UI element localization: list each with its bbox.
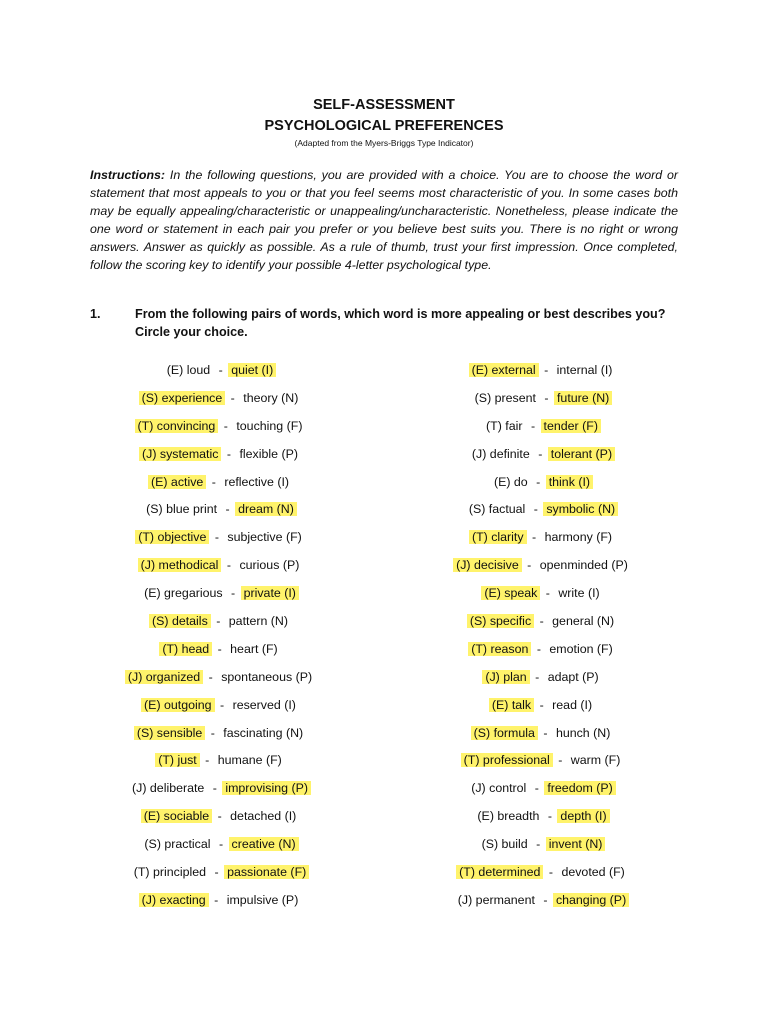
- word-option-selected[interactable]: tender (F): [541, 419, 601, 433]
- word-pair: [70, 555, 370, 583]
- word-option-selected[interactable]: (J) systematic: [139, 447, 221, 461]
- pair-separator: -: [536, 614, 548, 629]
- word-option[interactable]: (E) loud: [166, 363, 211, 377]
- word-option[interactable]: pattern (N): [228, 614, 288, 629]
- word-pair: [392, 527, 692, 555]
- pair-separator: -: [545, 865, 557, 880]
- word-option-selected[interactable]: depth (I): [557, 809, 609, 823]
- pair-separator: -: [534, 446, 546, 461]
- word-option[interactable]: (S) present: [474, 390, 536, 405]
- pair-separator: -: [531, 669, 543, 684]
- word-option-selected[interactable]: (J) methodical: [138, 558, 222, 572]
- word-pair: [70, 890, 370, 918]
- pair-separator: -: [523, 558, 535, 573]
- word-pair: [70, 695, 370, 723]
- word-pair: [70, 499, 370, 527]
- pair-separator: -: [220, 418, 232, 433]
- word-pair: [392, 639, 692, 667]
- word-option-selected[interactable]: (T) clarity: [469, 530, 527, 544]
- word-option-selected[interactable]: symbolic (N): [543, 502, 618, 516]
- word-pair: [70, 527, 370, 555]
- pair-separator: -: [201, 753, 213, 768]
- word-option[interactable]: (S) blue print: [146, 502, 218, 517]
- word-pair: [392, 667, 692, 695]
- word-option[interactable]: (T) fair: [486, 418, 523, 433]
- word-option[interactable]: impulsive (P): [226, 892, 299, 907]
- word-option[interactable]: emotion (F): [549, 641, 613, 656]
- word-pair: [70, 472, 370, 500]
- word-pair: [70, 750, 370, 778]
- word-option-selected[interactable]: (J) decisive: [453, 558, 522, 572]
- pair-separator: -: [227, 390, 239, 405]
- word-option-selected[interactable]: (E) talk: [489, 698, 534, 712]
- page-title: SELF-ASSESSMENT: [313, 97, 455, 113]
- word-pair: [70, 862, 370, 890]
- word-option-selected[interactable]: (E) speak: [481, 586, 540, 600]
- instructions-paragraph: [90, 166, 678, 274]
- pair-separator: -: [214, 641, 226, 656]
- pair-separator: -: [223, 446, 235, 461]
- pair-separator: -: [527, 418, 539, 433]
- pair-separator: -: [211, 865, 223, 880]
- pair-separator: -: [215, 363, 227, 377]
- word-pair: [392, 778, 692, 806]
- word-option-selected[interactable]: (T) professional: [461, 753, 553, 767]
- right-pairs-column: [392, 360, 692, 918]
- question-text: From the following pairs of words, which word is more appealing or best describes you? Circle your choice.: [135, 307, 666, 339]
- page-subtitle: PSYCHOLOGICAL PREFERENCES: [264, 118, 504, 134]
- word-option[interactable]: flexible (P): [239, 446, 298, 461]
- word-option-selected[interactable]: improvising (P): [222, 781, 311, 795]
- word-pair: [392, 723, 692, 751]
- word-option-selected[interactable]: (J) plan: [482, 670, 529, 684]
- word-option-selected[interactable]: (E) external: [469, 363, 539, 377]
- pair-separator: -: [214, 809, 226, 824]
- word-pair: [392, 695, 692, 723]
- pair-separator: -: [544, 809, 556, 824]
- word-option[interactable]: devoted (F): [561, 865, 625, 880]
- word-option-selected[interactable]: quiet (I): [228, 363, 276, 377]
- pair-separator: -: [215, 837, 227, 852]
- word-option-selected[interactable]: private (I): [241, 586, 299, 600]
- pair-separator: -: [540, 363, 552, 377]
- word-option-selected[interactable]: passionate (F): [224, 865, 309, 879]
- word-pair: [392, 583, 692, 611]
- word-pair: [392, 890, 692, 918]
- pair-separator: -: [223, 558, 235, 573]
- pair-separator: -: [207, 725, 219, 740]
- word-pair: [392, 499, 692, 527]
- word-option[interactable]: adapt (P): [547, 669, 599, 684]
- word-pair: [392, 416, 692, 444]
- word-pair: [392, 360, 692, 388]
- word-option[interactable]: write (I): [558, 586, 600, 601]
- title-block: [0, 95, 768, 149]
- word-option[interactable]: theory (N): [243, 390, 299, 405]
- word-option-selected[interactable]: (T) head: [159, 642, 212, 656]
- word-option[interactable]: (S) build: [481, 837, 528, 852]
- word-option-selected[interactable]: (E) outgoing: [141, 698, 215, 712]
- word-option-selected[interactable]: (E) sociable: [141, 809, 212, 823]
- word-pair: [392, 806, 692, 834]
- pair-separator: -: [542, 586, 554, 601]
- word-option[interactable]: (J) control: [471, 781, 527, 796]
- word-option[interactable]: spontaneous (P): [221, 669, 313, 684]
- word-option[interactable]: warm (F): [570, 753, 621, 768]
- pair-separator: -: [216, 697, 228, 712]
- word-option-selected[interactable]: (T) objective: [135, 530, 209, 544]
- word-option-selected[interactable]: (E) active: [148, 475, 206, 489]
- word-option[interactable]: (J) definite: [471, 446, 530, 461]
- word-option[interactable]: heart (F): [230, 641, 278, 656]
- pair-separator: -: [531, 781, 543, 796]
- word-pair: [392, 611, 692, 639]
- word-pair: [70, 723, 370, 751]
- pair-separator: -: [539, 892, 551, 907]
- word-pair: [392, 862, 692, 890]
- word-option-selected[interactable]: (T) convincing: [135, 419, 219, 433]
- word-option-selected[interactable]: (S) experience: [139, 391, 226, 405]
- word-pair: [70, 667, 370, 695]
- word-pair: [70, 834, 370, 862]
- adapted-note: (Adapted from the Myers-Briggs Type Indicator): [294, 138, 474, 148]
- word-option[interactable]: hunch (N): [555, 725, 611, 740]
- word-option-selected[interactable]: (T) just: [155, 753, 200, 767]
- pair-separator: -: [539, 725, 551, 740]
- question-number: 1.: [90, 307, 101, 321]
- pair-separator: -: [210, 892, 222, 907]
- word-option[interactable]: (E) breadth: [477, 809, 540, 824]
- word-option-selected[interactable]: future (N): [554, 391, 612, 405]
- word-option[interactable]: curious (P): [239, 558, 300, 573]
- word-option-selected[interactable]: invent (N): [546, 837, 606, 851]
- word-option[interactable]: (J) permanent: [457, 892, 535, 907]
- word-pair: [70, 388, 370, 416]
- word-option-selected[interactable]: dream (N): [235, 502, 297, 516]
- pair-separator: -: [530, 502, 542, 517]
- word-pair: [392, 834, 692, 862]
- word-option[interactable]: reserved (I): [232, 697, 296, 712]
- word-option[interactable]: (E) do: [493, 474, 528, 489]
- word-pair: [392, 472, 692, 500]
- word-option-selected[interactable]: (S) specific: [467, 614, 534, 628]
- left-pairs-column: [70, 360, 370, 918]
- word-pair: [392, 388, 692, 416]
- word-option-selected[interactable]: changing (P): [553, 893, 629, 907]
- word-pair: [70, 611, 370, 639]
- pair-separator: -: [227, 586, 239, 601]
- word-option[interactable]: humane (F): [217, 753, 282, 768]
- word-option-selected[interactable]: (T) reason: [468, 642, 531, 656]
- word-option-selected[interactable]: freedom (P): [544, 781, 615, 795]
- word-option[interactable]: (T) principled: [133, 865, 207, 880]
- pair-separator: -: [533, 641, 545, 656]
- pair-separator: -: [211, 530, 223, 545]
- word-pair: [70, 583, 370, 611]
- pair-separator: -: [208, 474, 220, 489]
- word-option[interactable]: general (N): [552, 614, 615, 629]
- pair-separator: -: [532, 837, 544, 852]
- word-option[interactable]: harmony (F): [544, 530, 613, 545]
- word-option[interactable]: (S) factual: [468, 502, 526, 517]
- word-option[interactable]: internal (I): [556, 363, 613, 377]
- word-pair: [70, 639, 370, 667]
- pair-separator: -: [532, 474, 544, 489]
- word-option[interactable]: (J) deliberate: [132, 781, 205, 796]
- word-option-selected[interactable]: (J) exacting: [139, 893, 209, 907]
- word-pair: [70, 778, 370, 806]
- word-option-selected[interactable]: think (I): [546, 475, 593, 489]
- word-option[interactable]: openminded (P): [539, 558, 628, 573]
- instructions-text: In the following questions, you are provided with a choice. You are to choose the word or statement that most appeals to you or that you feel seems most characteristic of you. In some cases both may be equally appealing/characteristic or unappealing/uncharacteristic. Nonetheless, please indicate the one word or statement in each pair you prefer or you believe best suits you. There is no right or wrong answers. Answer as quickly as possible. As a rule of thumb, trust your first impression. Once completed, follow the scoring key to identify your possible 4-letter psychological type.: [90, 168, 678, 272]
- word-pair: [70, 360, 370, 388]
- pair-separator: -: [540, 390, 552, 405]
- word-option[interactable]: reflective (I): [224, 474, 290, 489]
- word-option-selected[interactable]: (S) details: [149, 614, 211, 628]
- pair-separator: -: [205, 669, 217, 684]
- pair-separator: -: [528, 530, 540, 545]
- word-option-selected[interactable]: creative (N): [229, 837, 299, 851]
- instructions-label: Instructions:: [90, 168, 166, 182]
- pair-separator: -: [212, 614, 224, 629]
- pair-separator: -: [222, 502, 234, 517]
- word-pair: [70, 416, 370, 444]
- word-pair: [392, 555, 692, 583]
- word-pair: [392, 444, 692, 472]
- pair-separator: -: [209, 781, 221, 796]
- word-option[interactable]: read (I): [552, 697, 593, 712]
- word-option-selected[interactable]: (S) formula: [471, 726, 538, 740]
- word-pair: [70, 444, 370, 472]
- word-option[interactable]: touching (F): [236, 418, 303, 433]
- word-option-selected[interactable]: (J) organized: [125, 670, 203, 684]
- pair-separator: -: [554, 753, 566, 768]
- word-option-selected[interactable]: (T) determined: [456, 865, 543, 879]
- word-pair: [392, 750, 692, 778]
- word-option[interactable]: (E) gregarious: [144, 586, 223, 601]
- word-option[interactable]: subjective (F): [227, 530, 302, 545]
- word-option-selected[interactable]: tolerant (P): [548, 447, 615, 461]
- word-option[interactable]: fascinating (N): [223, 725, 304, 740]
- pair-separator: -: [536, 697, 548, 712]
- word-option-selected[interactable]: (S) sensible: [134, 726, 205, 740]
- word-option[interactable]: detached (I): [230, 809, 297, 824]
- word-option[interactable]: (S) practical: [144, 837, 211, 852]
- word-pair: [70, 806, 370, 834]
